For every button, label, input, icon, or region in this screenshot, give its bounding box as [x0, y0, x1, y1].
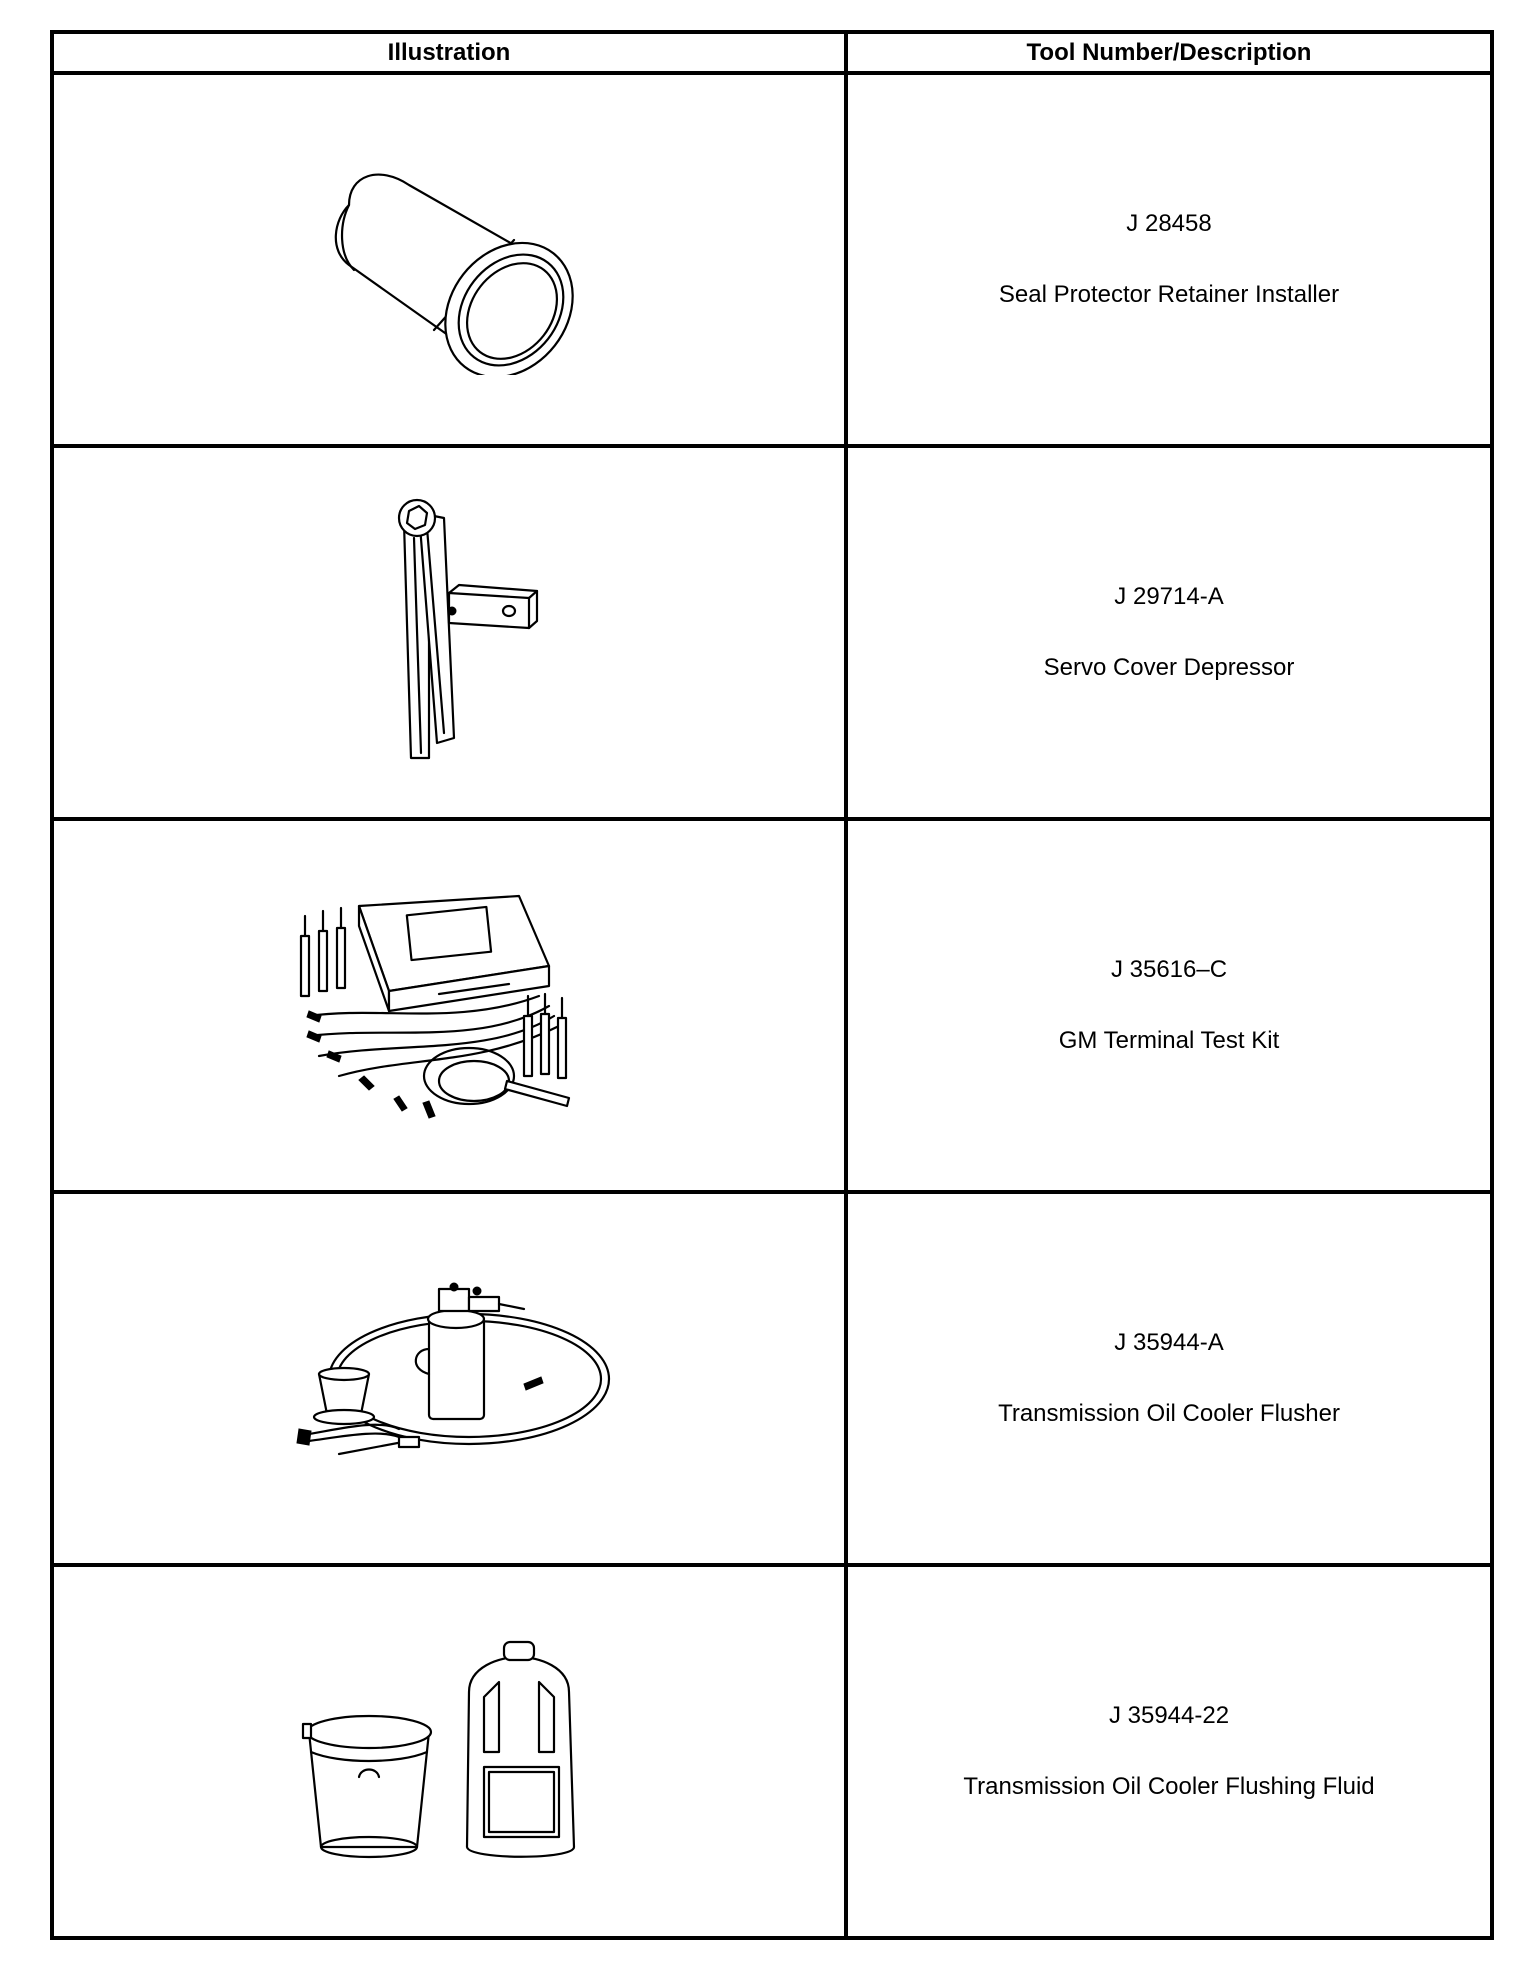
tool-description: Transmission Oil Cooler Flushing Fluid [963, 1773, 1375, 1800]
tool-table [50, 30, 1494, 1940]
tool-description: Seal Protector Retainer Installer [998, 281, 1340, 308]
illustration-cell [52, 73, 846, 446]
table-row [52, 446, 1492, 819]
tool-description-cell [846, 1565, 1492, 1938]
seal-protector-installer-icon [309, 145, 589, 375]
illustration-cell [52, 819, 846, 1192]
tool-description: Transmission Oil Cooler Flusher [998, 1400, 1340, 1427]
flushing-fluid-icon [289, 1632, 609, 1872]
header-row [52, 32, 1492, 73]
oil-cooler-flusher-icon [279, 1279, 619, 1479]
tool-description-cell [846, 1192, 1492, 1565]
table-row [52, 73, 1492, 446]
tool-description-cell [846, 446, 1492, 819]
table-row [52, 1565, 1492, 1938]
illustration-header: Illustration [52, 32, 846, 73]
tool-description-cell [846, 73, 1492, 446]
terminal-test-kit-icon [279, 876, 619, 1136]
table-row [52, 1192, 1492, 1565]
tool-number: J 35616–C [1110, 956, 1228, 983]
tool-number: J 29714-A [1114, 583, 1224, 610]
tool-description: GM Terminal Test Kit [1058, 1027, 1280, 1054]
servo-cover-depressor-icon [349, 493, 549, 773]
illustration-cell [52, 1192, 846, 1565]
table-row [52, 819, 1492, 1192]
tool-description: Servo Cover Depressor [1043, 654, 1295, 681]
tool-number: J 35944-22 [1108, 1702, 1230, 1729]
tool-description-cell [846, 819, 1492, 1192]
tool-number: J 28458 [1126, 210, 1212, 237]
tool-number: J 35944-A [1114, 1329, 1224, 1356]
illustration-cell [52, 446, 846, 819]
illustration-cell [52, 1565, 846, 1938]
tool-number-header: Tool Number/Description [846, 32, 1492, 73]
